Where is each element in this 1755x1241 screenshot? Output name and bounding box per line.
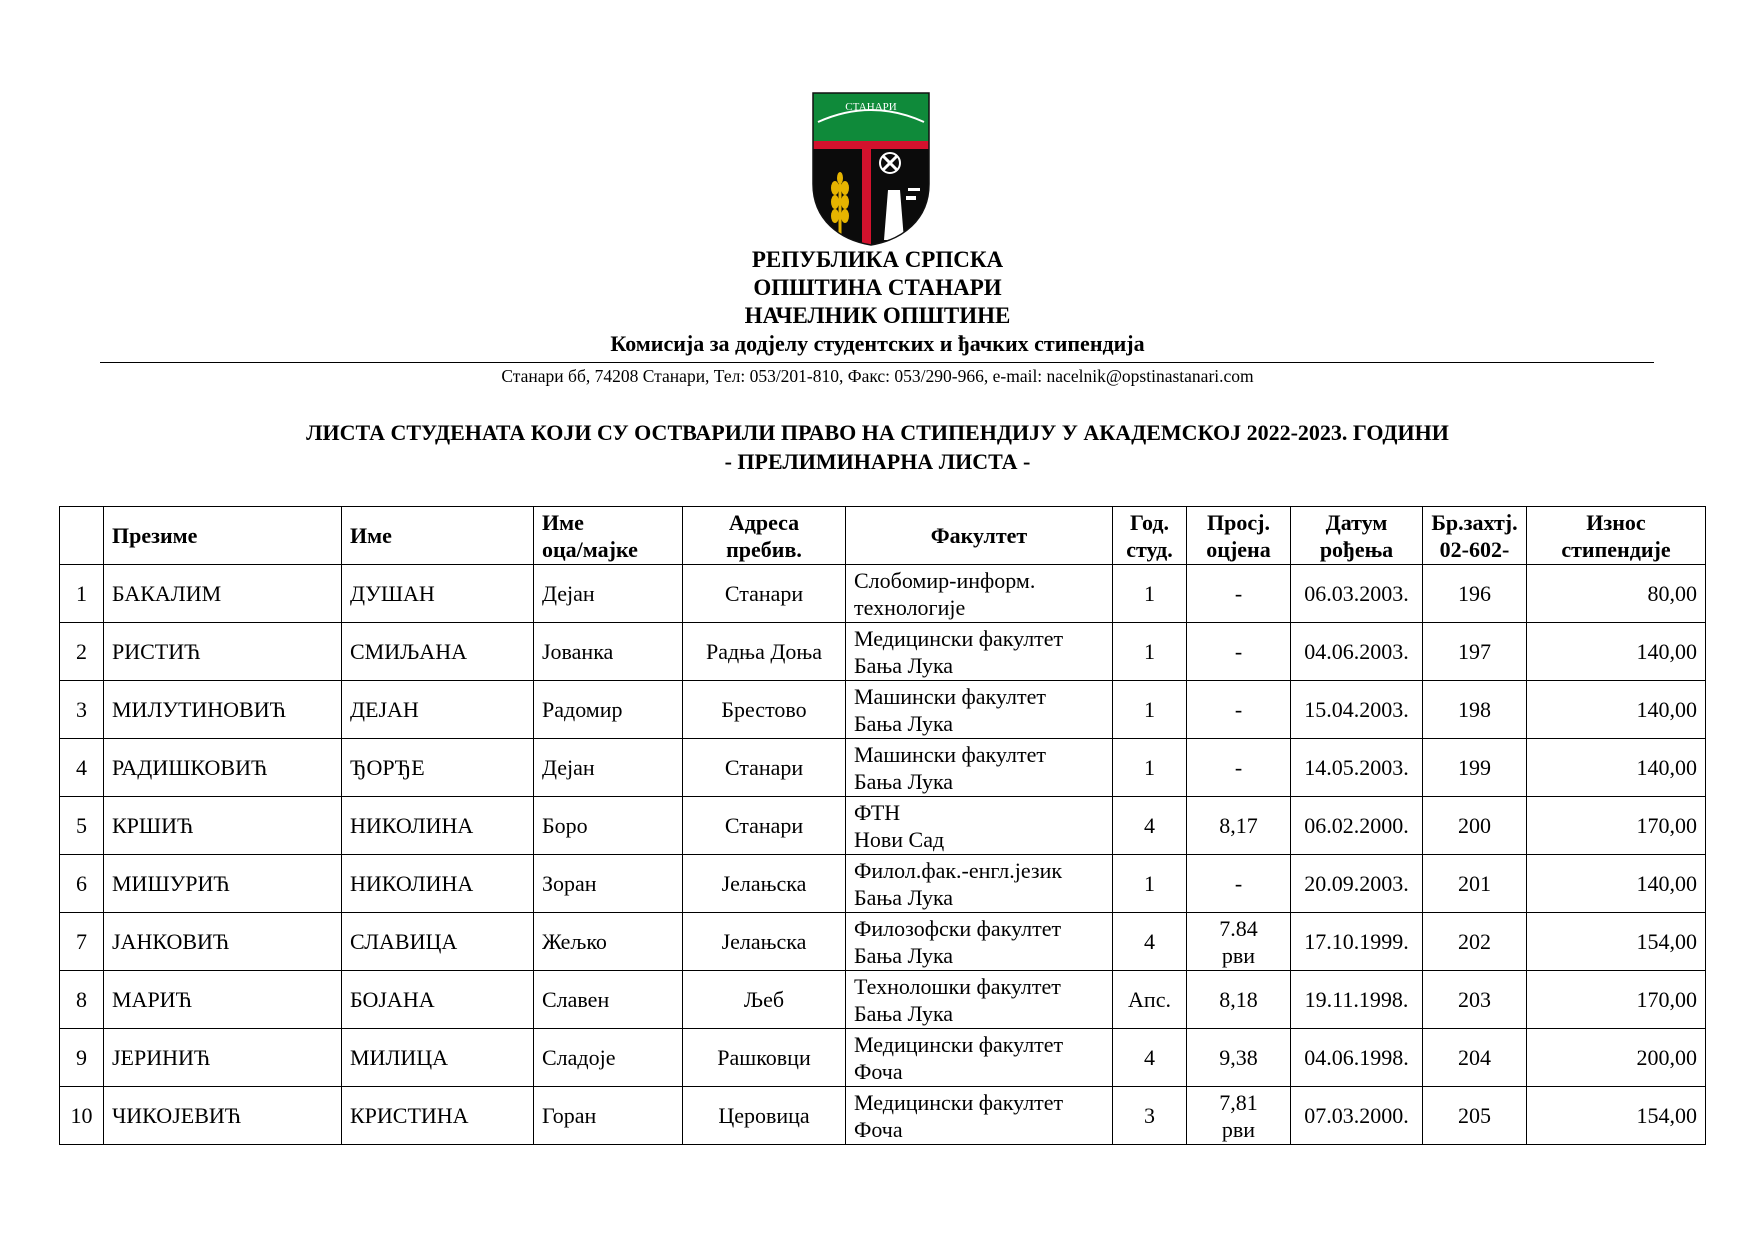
col-header-address: Адреса пребив.	[683, 507, 846, 565]
cell-name: ДЕЈАН	[342, 681, 534, 739]
header-commission: Комисија за додјелу студентских и ђачких стипендија	[610, 331, 1145, 356]
cell-num: 6	[60, 855, 104, 913]
cell-request: 197	[1423, 623, 1527, 681]
cell-faculty: Технолошки факултет Бања Лука	[846, 971, 1113, 1029]
cell-parent: Зоран	[534, 855, 683, 913]
cell-request: 200	[1423, 797, 1527, 855]
cell-dob: 15.04.2003.	[1291, 681, 1423, 739]
cell-num: 1	[60, 565, 104, 623]
cell-request: 198	[1423, 681, 1527, 739]
cell-surname: ЈАНКОВИЋ	[104, 913, 342, 971]
cell-request: 201	[1423, 855, 1527, 913]
letterhead	[0, 246, 1755, 358]
cell-request: 203	[1423, 971, 1527, 1029]
municipality-crest	[812, 92, 930, 246]
cell-name: ЂОРЂЕ	[342, 739, 534, 797]
cell-name: СЛАВИЦА	[342, 913, 534, 971]
cell-request: 204	[1423, 1029, 1527, 1087]
cell-year: 1	[1113, 565, 1187, 623]
cell-surname: БАКАЛИМ	[104, 565, 342, 623]
cell-parent: Боро	[534, 797, 683, 855]
cell-num: 4	[60, 739, 104, 797]
cell-dob: 06.03.2003.	[1291, 565, 1423, 623]
cell-address: Љеб	[683, 971, 846, 1029]
cell-parent: Сладоје	[534, 1029, 683, 1087]
col-header-request: Бр.захтј. 02-602-	[1423, 507, 1527, 565]
table-row	[60, 739, 1706, 797]
cell-year: 1	[1113, 623, 1187, 681]
cell-request: 196	[1423, 565, 1527, 623]
col-header-surname: Презиме	[104, 507, 342, 565]
cell-average: 7,81 рви	[1187, 1087, 1291, 1145]
cell-amount: 140,00	[1527, 855, 1706, 913]
table-row	[60, 971, 1706, 1029]
cell-name: ДУШАН	[342, 565, 534, 623]
header-divider	[100, 362, 1654, 363]
col-header-name: Име	[342, 507, 534, 565]
header-mayor: НАЧЕЛНИК ОПШТИНЕ	[744, 303, 1011, 328]
cell-address: Церовица	[683, 1087, 846, 1145]
cell-amount: 200,00	[1527, 1029, 1706, 1087]
col-header-faculty: Факултет	[846, 507, 1113, 565]
cell-faculty: Филол.фак.-енгл.језик Бања Лука	[846, 855, 1113, 913]
cell-year: 3	[1113, 1087, 1187, 1145]
cell-year: Апс.	[1113, 971, 1187, 1029]
crest-shield-icon	[812, 92, 930, 246]
cell-amount: 170,00	[1527, 971, 1706, 1029]
cell-num: 7	[60, 913, 104, 971]
cell-year: 4	[1113, 797, 1187, 855]
cell-surname: ЧИКОЈЕВИЋ	[104, 1087, 342, 1145]
cell-address: Брестово	[683, 681, 846, 739]
cell-num: 10	[60, 1087, 104, 1145]
table-row	[60, 855, 1706, 913]
cell-parent: Дејан	[534, 739, 683, 797]
cell-num: 3	[60, 681, 104, 739]
cell-dob: 17.10.1999.	[1291, 913, 1423, 971]
cell-average: -	[1187, 681, 1291, 739]
cell-average: -	[1187, 623, 1291, 681]
col-header-average: Просј. оцјена	[1187, 507, 1291, 565]
col-header-dob: Датум рођења	[1291, 507, 1423, 565]
cell-address: Станари	[683, 739, 846, 797]
cell-request: 202	[1423, 913, 1527, 971]
table-row	[60, 913, 1706, 971]
col-header-year: Год. студ.	[1113, 507, 1187, 565]
cell-dob: 07.03.2000.	[1291, 1087, 1423, 1145]
cell-surname: МАРИЋ	[104, 971, 342, 1029]
cell-amount: 170,00	[1527, 797, 1706, 855]
cell-surname: МИЛУТИНОВИЋ	[104, 681, 342, 739]
table-row	[60, 681, 1706, 739]
cell-amount: 80,00	[1527, 565, 1706, 623]
cell-surname: РАДИШКОВИЋ	[104, 739, 342, 797]
cell-average: 8,18	[1187, 971, 1291, 1029]
cell-dob: 19.11.1998.	[1291, 971, 1423, 1029]
cell-year: 1	[1113, 855, 1187, 913]
cell-faculty: Машински факултет Бања Лука	[846, 739, 1113, 797]
cell-parent: Дејан	[534, 565, 683, 623]
cell-name: МИЛИЦА	[342, 1029, 534, 1087]
cell-name: СМИЉАНА	[342, 623, 534, 681]
cell-amount: 140,00	[1527, 681, 1706, 739]
cell-num: 9	[60, 1029, 104, 1087]
cell-amount: 154,00	[1527, 1087, 1706, 1145]
table-row	[60, 1029, 1706, 1087]
cell-amount: 140,00	[1527, 623, 1706, 681]
table-body	[60, 565, 1706, 1145]
cell-request: 205	[1423, 1087, 1527, 1145]
table-row	[60, 1087, 1706, 1145]
table-row	[60, 623, 1706, 681]
cell-name: КРИСТИНА	[342, 1087, 534, 1145]
cell-dob: 04.06.1998.	[1291, 1029, 1423, 1087]
cell-year: 4	[1113, 913, 1187, 971]
col-header-parent: Име оца/мајке	[534, 507, 683, 565]
cell-num: 8	[60, 971, 104, 1029]
cell-dob: 14.05.2003.	[1291, 739, 1423, 797]
cell-dob: 04.06.2003.	[1291, 623, 1423, 681]
cell-parent: Горан	[534, 1087, 683, 1145]
cell-request: 199	[1423, 739, 1527, 797]
cell-faculty: Медицински факултет Фоча	[846, 1029, 1113, 1087]
header-municipality: ОПШТИНА СТАНАРИ	[753, 275, 1002, 300]
cell-num: 2	[60, 623, 104, 681]
cell-surname: КРШИЋ	[104, 797, 342, 855]
cell-parent: Јованка	[534, 623, 683, 681]
cell-address: Станари	[683, 565, 846, 623]
col-header-amount: Износ стипендије	[1527, 507, 1706, 565]
cell-average: -	[1187, 565, 1291, 623]
cell-faculty: Машински факултет Бања Лука	[846, 681, 1113, 739]
cell-amount: 154,00	[1527, 913, 1706, 971]
header-contact: Станари бб, 74208 Станари, Тел: 053/201-810, Факс: 053/290-966, e-mail: nacelnik@opstinastanari.com	[501, 366, 1254, 386]
cell-address: Станари	[683, 797, 846, 855]
document-title	[0, 418, 1755, 476]
table-row	[60, 797, 1706, 855]
cell-faculty: Слобомир-информ. технологије	[846, 565, 1113, 623]
crest-banner-text: СТАНАРИ	[845, 101, 897, 113]
cell-average: 8,17	[1187, 797, 1291, 855]
cell-year: 4	[1113, 1029, 1187, 1087]
cell-name: НИКОЛИНА	[342, 855, 534, 913]
scholarship-table	[59, 506, 1706, 1145]
cell-num: 5	[60, 797, 104, 855]
cell-dob: 20.09.2003.	[1291, 855, 1423, 913]
col-header-num	[60, 507, 104, 565]
cell-parent: Радомир	[534, 681, 683, 739]
cell-address: Радња Доња	[683, 623, 846, 681]
document-title-sub: - ПРЕЛИМИНАРНА ЛИСТА -	[724, 449, 1031, 474]
cell-address: Јелањска	[683, 855, 846, 913]
cell-average: 9,38	[1187, 1029, 1291, 1087]
cell-year: 1	[1113, 739, 1187, 797]
header-republic: РЕПУБЛИКА СРПСКА	[751, 247, 1004, 272]
table-header	[60, 507, 1706, 565]
cell-surname: МИШУРИЋ	[104, 855, 342, 913]
cell-address: Рашковци	[683, 1029, 846, 1087]
cell-parent: Славен	[534, 971, 683, 1029]
cell-name: НИКОЛИНА	[342, 797, 534, 855]
cell-faculty: Медицински факултет Фоча	[846, 1087, 1113, 1145]
cell-average: -	[1187, 739, 1291, 797]
cell-average: -	[1187, 855, 1291, 913]
cell-surname: РИСТИЋ	[104, 623, 342, 681]
cell-faculty: ФТН Нови Сад	[846, 797, 1113, 855]
cell-faculty: Медицински факултет Бања Лука	[846, 623, 1113, 681]
cell-average: 7.84 рви	[1187, 913, 1291, 971]
cell-parent: Жељко	[534, 913, 683, 971]
cell-surname: ЈЕРИНИЋ	[104, 1029, 342, 1087]
cell-dob: 06.02.2000.	[1291, 797, 1423, 855]
cell-amount: 140,00	[1527, 739, 1706, 797]
document-title-main: ЛИСТА СТУДЕНАТА КОЈИ СУ ОСТВАРИЛИ ПРАВО НА СТИПЕНДИЈУ У АКАДЕМСКОЈ 2022-2023. ГОДИНИ	[306, 420, 1449, 445]
cell-address: Јелањска	[683, 913, 846, 971]
cell-year: 1	[1113, 681, 1187, 739]
cell-faculty: Филозофски факултет Бања Лука	[846, 913, 1113, 971]
table-row	[60, 565, 1706, 623]
cell-name: БОЈАНА	[342, 971, 534, 1029]
